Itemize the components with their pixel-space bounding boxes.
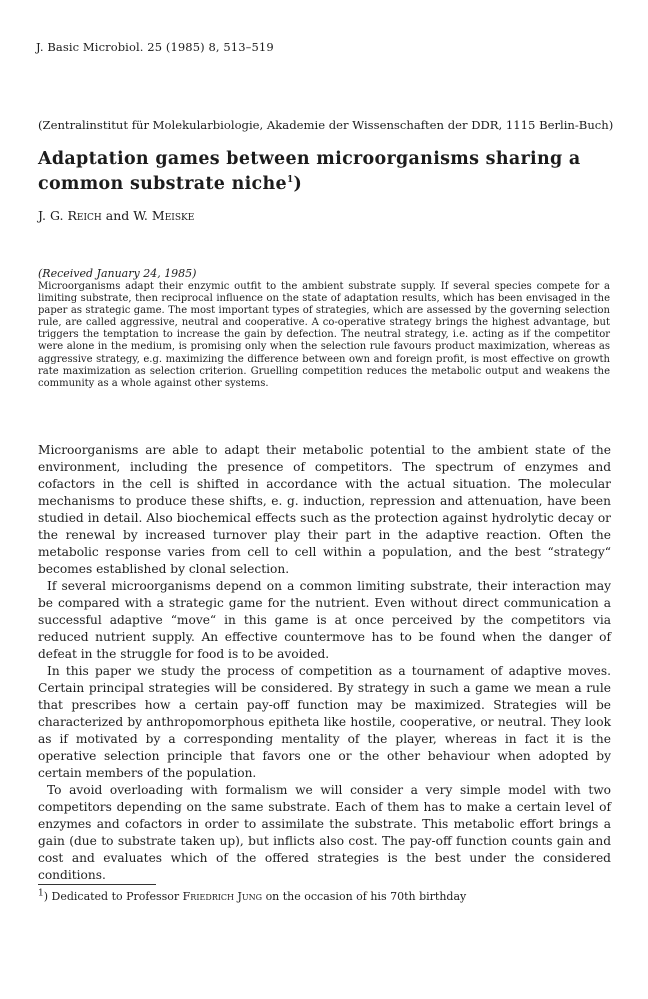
paragraph-3: In this paper we study the process of competition as a tournament of adaptive moves. Certain principal strategies will be considered. By strategy in such a game we mean a rule that prescribes how a certain pay-off function may be maximized. Strategies will be characterized by anthropomorphous epitheta like hostile, cooperative, or neutral. They look as if motivated by a corresponding mentality of the player, whereas in fact it is the operative selection principle that favors one or the other behaviour when adopted by certain members of the population. [38,664,611,780]
footnote-name: Friedrich Jung [182,890,263,903]
author1-surname: Reich [67,208,102,223]
body-text [38,442,611,884]
footnote-mark: 1 [38,888,44,899]
author2-initials: W. [133,208,148,223]
authors-line [38,208,194,223]
author2-surname: Meiske [151,208,195,223]
institute-affiliation: (Zentralinstitut für Molekularbiologie, Akademie der Wissenschaften der DDR, 1115 Berlin-Buch) [38,118,614,132]
received-date: (Received January 24, 1985) [38,267,197,280]
journal-citation: J. Basic Microbiol. 25 (1985) 8, 513–519 [36,40,274,54]
footnote [38,890,466,903]
paragraph-1: Microorganisms are able to adapt their metabolic potential to the ambient state of the environment, including the presence of competitors. The spectrum of enzymes and cofactors in the cell is shifted in accordance with the actual situation. The molecular mechanisms to produce these shifts, e. g. induction, repression and attenuation, have been studied in detail. Also biochemical effects such as the protection against hydrolytic decay or the renewal by increased turnover play their part in the adaptive reaction. Often the metabolic response varies from cell to cell within a population, and the best “strategy“ becomes established by clonal selection. [38,443,611,576]
authors-connector: and [105,208,130,223]
title-close: ) [293,174,303,194]
title-text: Adaptation games between microorganisms sharing a common substrate niche [38,149,581,194]
abstract: Microorganisms adapt their enzymic outfit to the ambient substrate supply. If several species compete for a limiting substrate, then reciprocal influence on the state of adaptation results, which has been envisaged in the paper as strategic game. The most important types of strategies, which are assessed by the governing selection rule, are called aggressive, neutral and cooperative. A co-operative strategy brings the highest advantage, but triggers the temptation to increase the gain by defection. The neutral strategy, i.e. acting as if the competitor were alone in the medium, is promising only when the selection rule favours product maximization, whereas as aggressive strategy, e.g. maximizing the difference between own and foreign profit, is most effective on growth rate maximization as selection criterion. Gruelling competition reduces the metabolic output and weakens the community as a whole against other systems. [38,281,610,389]
footnote-text-after: on the occasion of his 70th birthday [265,890,467,903]
article-title [38,147,618,197]
footnote-text-before: ) Dedicated to Professor [43,890,180,903]
footnote-divider [38,884,156,885]
paragraph-4: To avoid overloading with formalism we will consider a very simple model with two competitors depending on the same substrate. Each of them has to make a certain level of enzymes and cofactors in order to assimilate the substrate. This metabolic effort brings a gain (due to substrate taken up), but inflicts also cost. The pay-off function counts gain and cost and evaluates which of the offered strategies is the best under the considered conditions. [38,783,611,882]
title-footnote-mark[interactable]: 1 [286,175,294,186]
author1-initials: J. G. [38,208,64,223]
paragraph-2: If several microorganisms depend on a common limiting substrate, their interaction may be compared with a strategic game for the nutrient. Even without direct communication a successful adaptive “move“ in this game is at once perceived by the competitors via reduced nutrient supply. An effective countermove has to be found when the danger of defeat in the struggle for food is to be avoided. [38,579,611,661]
